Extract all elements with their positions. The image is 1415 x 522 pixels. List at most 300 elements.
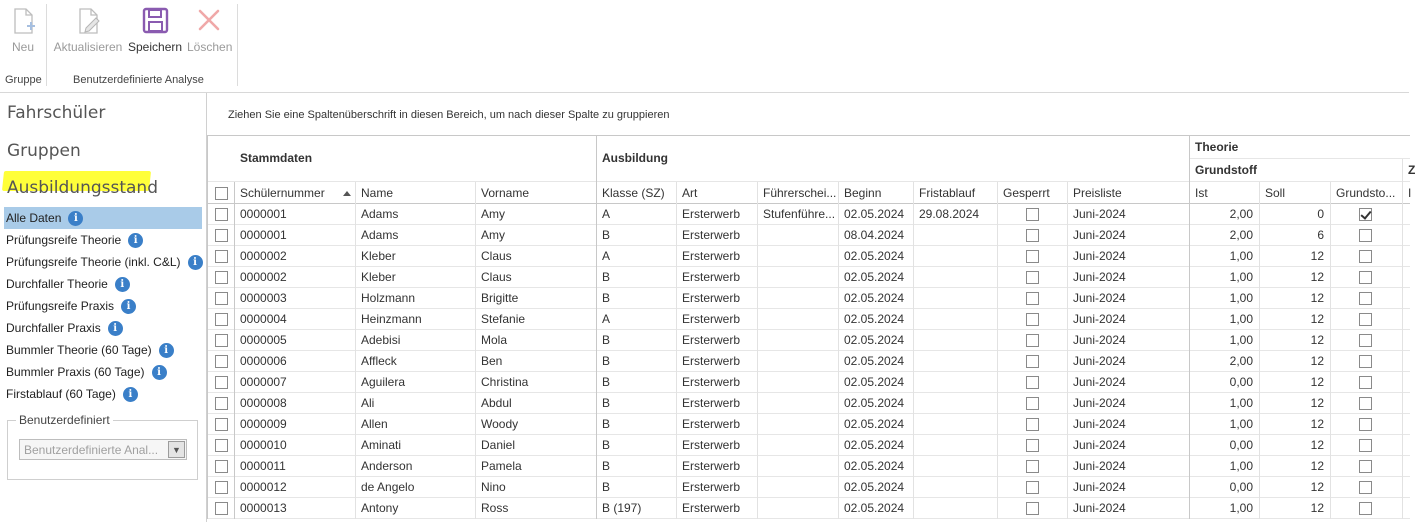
header-divider: [207, 181, 1410, 182]
new-button-label: Neu: [11, 40, 34, 54]
cell-klasse[interactable]: B: [602, 228, 611, 242]
cell-fristablauf[interactable]: [914, 288, 995, 308]
column-divider: [475, 182, 476, 519]
select-all-checkbox[interactable]: [215, 187, 228, 200]
data-grid-area: [206, 93, 1415, 522]
cell-grundstoff-checkbox[interactable]: [1359, 250, 1372, 263]
cell-art[interactable]: Ersterwerb: [682, 375, 741, 389]
column-divider: [913, 182, 914, 519]
cell-fristablauf[interactable]: [914, 225, 995, 245]
cell-gesperrt-checkbox[interactable]: [1026, 418, 1039, 431]
column-divider: [1189, 135, 1190, 519]
cell-gesperrt-checkbox[interactable]: [1026, 439, 1039, 452]
cell-schuelernummer[interactable]: 0000008: [240, 396, 287, 410]
row-select-checkbox[interactable]: [215, 229, 228, 242]
cell-art[interactable]: Ersterwerb: [682, 333, 741, 347]
row-select-checkbox[interactable]: [215, 376, 228, 389]
nav-item-pruefungsreife-theorie-cl[interactable]: [4, 251, 202, 273]
column-divider: [997, 182, 998, 519]
cell-preisliste[interactable]: Juni-2024: [1073, 228, 1126, 242]
nav-title-gruppen[interactable]: Gruppen: [7, 141, 81, 161]
cell-schuelernummer[interactable]: 0000012: [240, 480, 287, 494]
info-icon[interactable]: i: [68, 211, 83, 226]
info-icon[interactable]: i: [152, 365, 167, 380]
cell-ist[interactable]: 1,00: [1229, 396, 1253, 410]
cell-ist[interactable]: 1,00: [1229, 249, 1253, 263]
nav-item-label: Bummler Theorie (60 Tage): [6, 343, 152, 357]
update-button-label: Aktualisieren: [53, 40, 123, 54]
cell-fristablauf[interactable]: [914, 309, 995, 329]
cell-name[interactable]: Aminati: [361, 438, 402, 452]
column-header-next[interactable]: I: [1408, 186, 1412, 200]
row-select-checkbox[interactable]: [215, 418, 228, 431]
band-header-ausbildung: Ausbildung: [602, 151, 668, 165]
nav-item-bummler-theorie[interactable]: [4, 339, 202, 361]
cell-vorname[interactable]: Christina: [481, 375, 529, 389]
cell-vorname[interactable]: Abdul: [481, 396, 512, 410]
cell-klasse[interactable]: B: [602, 333, 611, 347]
column-header-schuelernummer[interactable]: Schülernummer: [240, 186, 325, 200]
info-icon[interactable]: i: [121, 299, 136, 314]
row-select-checkbox[interactable]: [215, 271, 228, 284]
cell-preisliste[interactable]: Juni-2024: [1073, 375, 1126, 389]
cell-beginn[interactable]: 02.05.2024: [844, 459, 905, 473]
cell-fuehrerschein[interactable]: [758, 225, 836, 245]
cell-klasse[interactable]: B: [602, 480, 611, 494]
cell-ist[interactable]: 2,00: [1229, 228, 1253, 242]
column-divider: [1067, 182, 1068, 519]
cell-fuehrerschein[interactable]: [758, 414, 836, 434]
cell-fuehrerschein[interactable]: [758, 246, 836, 266]
nav-item-alle-daten[interactable]: [4, 207, 202, 229]
cell-vorname[interactable]: Brigitte: [481, 291, 519, 305]
cell-ist[interactable]: 1,00: [1229, 459, 1253, 473]
band-header-next: Z: [1408, 163, 1415, 177]
cell-art[interactable]: Ersterwerb: [682, 249, 741, 263]
cell-schuelernummer[interactable]: 0000002: [240, 270, 287, 284]
column-header-ist[interactable]: Ist: [1195, 186, 1208, 200]
info-icon[interactable]: i: [115, 277, 130, 292]
cell-soll[interactable]: 12: [1310, 417, 1324, 431]
cell-preisliste[interactable]: Juni-2024: [1073, 207, 1126, 221]
info-icon[interactable]: i: [123, 387, 138, 402]
row-select-checkbox[interactable]: [215, 481, 228, 494]
cell-fuehrerschein[interactable]: [758, 372, 836, 392]
new-button[interactable]: [8, 6, 38, 54]
cell-preisliste[interactable]: Juni-2024: [1073, 438, 1126, 452]
cell-schuelernummer[interactable]: 0000001: [240, 228, 287, 242]
nav-item-label: Firstablauf (60 Tage): [6, 387, 116, 401]
column-header-gesperrt[interactable]: Gesperrt: [1003, 186, 1050, 200]
cell-beginn[interactable]: 02.05.2024: [844, 417, 905, 431]
cell-fristablauf[interactable]: [914, 414, 995, 434]
cell-gesperrt-checkbox[interactable]: [1026, 397, 1039, 410]
cell-vorname[interactable]: Pamela: [481, 459, 522, 473]
cell-beginn[interactable]: 02.05.2024: [844, 354, 905, 368]
cell-name[interactable]: Anderson: [361, 459, 413, 473]
delete-button[interactable]: [187, 6, 231, 54]
cell-beginn[interactable]: 02.05.2024: [844, 249, 905, 263]
cell-vorname[interactable]: Ross: [481, 501, 509, 515]
band-divider: [1190, 158, 1410, 159]
column-header-fuehrerschein[interactable]: Führerschei...: [763, 186, 837, 200]
cell-name[interactable]: Ali: [361, 396, 375, 410]
cell-vorname[interactable]: Mola: [481, 333, 508, 347]
save-button[interactable]: [128, 6, 182, 54]
cell-schuelernummer[interactable]: 0000007: [240, 375, 287, 389]
cell-preisliste[interactable]: Juni-2024: [1073, 312, 1126, 326]
cell-art[interactable]: Ersterwerb: [682, 438, 741, 452]
nav-item-pruefungsreife-praxis[interactable]: [4, 295, 202, 317]
nav-item-label: Bummler Praxis (60 Tage): [6, 365, 145, 379]
nav-item-label: Alle Daten: [6, 211, 62, 225]
grid-top-border: [207, 135, 1410, 136]
cell-preisliste[interactable]: Juni-2024: [1073, 459, 1126, 473]
cell-ist[interactable]: 1,00: [1229, 333, 1253, 347]
column-divider: [1259, 182, 1260, 519]
sort-ascending-icon: [343, 191, 351, 196]
group-label-analyse: Benutzerdefinierte Analyse: [73, 74, 204, 86]
cell-name[interactable]: Kleber: [361, 270, 396, 284]
cell-fuehrerschein[interactable]: [758, 456, 836, 476]
cell-gesperrt-checkbox[interactable]: [1026, 271, 1039, 284]
save-button-label: Speichern: [128, 40, 183, 54]
cell-vorname[interactable]: Amy: [481, 228, 505, 242]
info-icon[interactable]: i: [188, 255, 203, 270]
cell-fuehrerschein[interactable]: [758, 498, 836, 518]
cell-gesperrt-checkbox[interactable]: [1026, 502, 1039, 515]
cell-schuelernummer[interactable]: 0000010: [240, 438, 287, 452]
cell-klasse[interactable]: B: [602, 270, 611, 284]
cell-vorname[interactable]: Claus: [481, 270, 512, 284]
cell-gesperrt-checkbox[interactable]: [1026, 481, 1039, 494]
cell-beginn[interactable]: 02.05.2024: [844, 480, 905, 494]
cell-klasse[interactable]: B: [602, 375, 611, 389]
cell-art[interactable]: Ersterwerb: [682, 501, 741, 515]
cell-fristablauf[interactable]: [914, 477, 995, 497]
cell-ist[interactable]: 0,00: [1229, 375, 1253, 389]
cell-fristablauf[interactable]: [914, 267, 995, 287]
column-header-klasse[interactable]: Klasse (SZ): [602, 186, 665, 200]
cell-art[interactable]: Ersterwerb: [682, 354, 741, 368]
cell-schuelernummer[interactable]: 0000002: [240, 249, 287, 263]
cell-fristablauf[interactable]: [914, 330, 995, 350]
cell-fuehrerschein[interactable]: [758, 288, 836, 308]
save-icon: [141, 6, 169, 36]
cell-beginn[interactable]: 02.05.2024: [844, 375, 905, 389]
row-select-checkbox[interactable]: [215, 292, 228, 305]
cell-art[interactable]: Ersterwerb: [682, 270, 741, 284]
cell-grundstoff-checkbox[interactable]: [1359, 208, 1372, 221]
cell-gesperrt-checkbox[interactable]: [1026, 229, 1039, 242]
cell-klasse[interactable]: A: [602, 249, 611, 263]
cell-fristablauf[interactable]: [914, 435, 995, 455]
cell-schuelernummer[interactable]: 0000004: [240, 312, 287, 326]
cell-schuelernummer[interactable]: 0000011: [240, 459, 286, 473]
cell-soll[interactable]: 12: [1310, 249, 1324, 263]
cell-grundstoff-checkbox[interactable]: [1359, 376, 1372, 389]
nav-item-label: Prüfungsreife Theorie: [6, 233, 122, 247]
cell-vorname[interactable]: Claus: [481, 249, 512, 263]
cell-vorname[interactable]: Woody: [481, 417, 519, 431]
cell-soll[interactable]: 12: [1310, 291, 1324, 305]
cell-klasse[interactable]: B: [602, 354, 611, 368]
cell-gesperrt-checkbox[interactable]: [1026, 250, 1039, 263]
column-header-soll[interactable]: Soll: [1265, 186, 1286, 200]
row-divider: [207, 518, 1410, 519]
cell-fristablauf[interactable]: [914, 372, 995, 392]
cell-beginn[interactable]: 08.04.2024: [844, 228, 905, 242]
left-navigation: [0, 93, 206, 522]
cell-klasse[interactable]: B: [602, 438, 611, 452]
cell-soll[interactable]: 12: [1310, 501, 1324, 515]
cell-vorname[interactable]: Daniel: [481, 438, 516, 452]
cell-fristablauf[interactable]: 29.08.2024: [919, 207, 980, 221]
cell-name[interactable]: Adams: [361, 207, 399, 221]
nav-item-label: Durchfaller Theorie: [6, 277, 108, 291]
cell-ist[interactable]: 1,00: [1229, 417, 1253, 431]
column-divider: [234, 182, 235, 519]
nav-item-label: Prüfungsreife Praxis: [6, 299, 115, 313]
cell-grundstoff-checkbox[interactable]: [1359, 439, 1372, 452]
cell-preisliste[interactable]: Juni-2024: [1073, 249, 1126, 263]
column-divider: [676, 182, 677, 519]
nav-item-label: Durchfaller Praxis: [6, 321, 101, 335]
cell-ist[interactable]: 0,00: [1229, 438, 1253, 452]
cell-soll[interactable]: 12: [1310, 270, 1324, 284]
cell-name[interactable]: Kleber: [361, 249, 396, 263]
cell-klasse[interactable]: B: [602, 291, 611, 305]
cell-ist[interactable]: 2,00: [1229, 354, 1253, 368]
cell-fristablauf[interactable]: [914, 498, 995, 518]
cell-gesperrt-checkbox[interactable]: [1026, 355, 1039, 368]
column-header-name[interactable]: Name: [361, 186, 394, 200]
cell-gesperrt-checkbox[interactable]: [1026, 460, 1039, 473]
custom-analysis-group: [7, 413, 198, 480]
nav-item-durchfaller-praxis[interactable]: [4, 317, 202, 339]
cell-soll[interactable]: 12: [1310, 375, 1324, 389]
cell-name[interactable]: Adams: [361, 228, 399, 242]
cell-schuelernummer[interactable]: 0000003: [240, 291, 287, 305]
cell-fuehrerschein[interactable]: [758, 393, 836, 413]
cell-grundstoff-checkbox[interactable]: [1359, 355, 1372, 368]
cell-beginn[interactable]: 02.05.2024: [844, 207, 905, 221]
cell-preisliste[interactable]: Juni-2024: [1073, 291, 1126, 305]
cell-fuehrerschein[interactable]: [758, 435, 836, 455]
cell-beginn[interactable]: 02.05.2024: [844, 396, 905, 410]
cell-art[interactable]: Ersterwerb: [682, 459, 741, 473]
cell-klasse[interactable]: B: [602, 396, 611, 410]
cell-schuelernummer[interactable]: 0000009: [240, 417, 287, 431]
cell-soll[interactable]: 12: [1310, 438, 1324, 452]
cell-preisliste[interactable]: Juni-2024: [1073, 501, 1126, 515]
cell-soll[interactable]: 12: [1310, 333, 1324, 347]
column-header-grundstoff[interactable]: Grundsto...: [1336, 186, 1396, 200]
column-header-beginn[interactable]: Beginn: [844, 186, 882, 200]
cell-art[interactable]: Ersterwerb: [682, 480, 741, 494]
cell-name[interactable]: Allen: [361, 417, 388, 431]
cell-grundstoff-checkbox[interactable]: [1359, 334, 1372, 347]
cell-vorname[interactable]: Ben: [481, 354, 503, 368]
nav-title-ausbildungsstand[interactable]: Ausbildungsstand: [7, 178, 158, 198]
cell-fuehrerschein[interactable]: [758, 309, 836, 329]
cell-preisliste[interactable]: Juni-2024: [1073, 333, 1126, 347]
cell-fuehrerschein[interactable]: [758, 330, 836, 350]
cell-grundstoff-checkbox[interactable]: [1359, 502, 1372, 515]
cell-grundstoff-checkbox[interactable]: [1359, 292, 1372, 305]
nav-item-firstablauf[interactable]: [4, 383, 202, 405]
grid-left-border: [207, 135, 208, 519]
cell-fristablauf[interactable]: [914, 351, 995, 371]
ribbon-toolbar: [0, 0, 1409, 93]
nav-item-bummler-praxis[interactable]: [4, 361, 202, 383]
cell-fristablauf[interactable]: [914, 456, 995, 476]
custom-analysis-select[interactable]: [19, 439, 187, 460]
cell-schuelernummer[interactable]: 0000001: [240, 207, 287, 221]
column-header-art[interactable]: Art: [682, 186, 698, 200]
cell-schuelernummer[interactable]: 0000006: [240, 354, 287, 368]
info-icon[interactable]: i: [108, 321, 123, 336]
cell-name[interactable]: Holzmann: [361, 291, 416, 305]
cell-vorname[interactable]: Stefanie: [481, 312, 526, 326]
cell-ist[interactable]: 1,00: [1229, 291, 1253, 305]
cell-soll[interactable]: 12: [1310, 312, 1324, 326]
nav-item-label: Prüfungsreife Theorie (inkl. C&L): [6, 255, 181, 269]
row-select-checkbox[interactable]: [215, 313, 228, 326]
cell-art[interactable]: Ersterwerb: [682, 291, 741, 305]
column-header-preisliste[interactable]: Preisliste: [1073, 186, 1122, 200]
cell-beginn[interactable]: 02.05.2024: [844, 312, 905, 326]
cell-beginn[interactable]: 02.05.2024: [844, 270, 905, 284]
cell-ist[interactable]: 0,00: [1229, 480, 1253, 494]
cell-soll[interactable]: 12: [1310, 396, 1324, 410]
cell-preisliste[interactable]: Juni-2024: [1073, 480, 1126, 494]
cell-art[interactable]: Ersterwerb: [682, 207, 741, 221]
cell-name[interactable]: de Angelo: [361, 480, 415, 494]
chevron-down-icon[interactable]: ▼: [168, 441, 185, 458]
row-select-checkbox[interactable]: [215, 334, 228, 347]
cell-grundstoff-checkbox[interactable]: [1359, 460, 1372, 473]
nav-item-pruefungsreife-theorie[interactable]: [4, 229, 202, 251]
cell-ist[interactable]: 1,00: [1229, 270, 1253, 284]
cell-ist[interactable]: 2,00: [1229, 207, 1253, 221]
delete-icon: [195, 6, 223, 36]
ribbon-separator: [237, 4, 238, 86]
nav-title-fahrschueler[interactable]: Fahrschüler: [7, 103, 106, 123]
column-divider: [1402, 159, 1403, 519]
group-drop-panel[interactable]: Ziehen Sie eine Spaltenüberschrift in diesen Bereich, um nach dieser Spalte zu gruppieren: [228, 109, 670, 121]
analysis-list: [4, 207, 202, 405]
cell-gesperrt-checkbox[interactable]: [1026, 313, 1039, 326]
row-select-checkbox[interactable]: [215, 355, 228, 368]
cell-soll[interactable]: 0: [1317, 207, 1324, 221]
cell-fuehrerschein[interactable]: [758, 351, 836, 371]
cell-art[interactable]: Ersterwerb: [682, 228, 741, 242]
cell-beginn[interactable]: 02.05.2024: [844, 291, 905, 305]
cell-fuehrerschein[interactable]: [758, 267, 836, 287]
column-header-vorname[interactable]: Vorname: [481, 186, 530, 200]
custom-analysis-select-value: Benutzerdefinierte Anal...: [24, 443, 159, 457]
cell-schuelernummer[interactable]: 0000005: [240, 333, 287, 347]
cell-grundstoff-checkbox[interactable]: [1359, 418, 1372, 431]
group-label-gruppe: Gruppe: [5, 74, 42, 86]
update-button[interactable]: [53, 6, 123, 54]
info-icon[interactable]: i: [159, 343, 174, 358]
row-select-checkbox[interactable]: [215, 250, 228, 263]
cell-preisliste[interactable]: Juni-2024: [1073, 354, 1126, 368]
cell-art[interactable]: Ersterwerb: [682, 417, 741, 431]
cell-name[interactable]: Affleck: [361, 354, 397, 368]
delete-button-label: Löschen: [187, 40, 233, 54]
ribbon-separator: [46, 4, 47, 86]
cell-fuehrerschein[interactable]: Stufenführe...: [763, 207, 836, 221]
column-divider: [596, 135, 597, 519]
row-select-checkbox[interactable]: [215, 460, 228, 473]
cell-ist[interactable]: 1,00: [1229, 312, 1253, 326]
cell-preisliste[interactable]: Juni-2024: [1073, 270, 1126, 284]
cell-klasse[interactable]: A: [602, 207, 611, 221]
cell-grundstoff-checkbox[interactable]: [1359, 397, 1372, 410]
cell-klasse[interactable]: A: [602, 312, 611, 326]
cell-grundstoff-checkbox[interactable]: [1359, 313, 1372, 326]
new-document-icon: [9, 6, 37, 36]
row-select-checkbox[interactable]: [215, 208, 228, 221]
cell-ist[interactable]: 1,00: [1229, 501, 1253, 515]
row-select-checkbox[interactable]: [215, 502, 228, 515]
cell-art[interactable]: Ersterwerb: [682, 312, 741, 326]
cell-gesperrt-checkbox[interactable]: [1026, 208, 1039, 221]
cell-soll[interactable]: 12: [1310, 459, 1324, 473]
cell-vorname[interactable]: Nino: [481, 480, 506, 494]
cell-klasse[interactable]: B: [602, 459, 611, 473]
cell-name[interactable]: Heinzmann: [361, 312, 422, 326]
cell-fristablauf[interactable]: [914, 246, 995, 266]
cell-grundstoff-checkbox[interactable]: [1359, 481, 1372, 494]
column-divider: [355, 182, 356, 519]
cell-name[interactable]: Antony: [361, 501, 399, 515]
cell-soll[interactable]: 12: [1310, 480, 1324, 494]
cell-gesperrt-checkbox[interactable]: [1026, 292, 1039, 305]
cell-fristablauf[interactable]: [914, 393, 995, 413]
cell-schuelernummer[interactable]: 0000013: [240, 501, 287, 515]
cell-grundstoff-checkbox[interactable]: [1359, 271, 1372, 284]
cell-fuehrerschein[interactable]: [758, 477, 836, 497]
cell-soll[interactable]: 6: [1317, 228, 1324, 242]
cell-vorname[interactable]: Amy: [481, 207, 505, 221]
row-select-checkbox[interactable]: [215, 439, 228, 452]
info-icon[interactable]: i: [128, 233, 143, 248]
cell-gesperrt-checkbox[interactable]: [1026, 376, 1039, 389]
column-header-fristablauf[interactable]: Fristablauf: [919, 186, 976, 200]
cell-klasse[interactable]: B: [602, 417, 611, 431]
cell-name[interactable]: Adebisi: [361, 333, 401, 347]
band-header-grundstoff: Grundstoff: [1195, 163, 1257, 177]
band-header-theorie: Theorie: [1195, 140, 1239, 154]
cell-beginn[interactable]: 02.05.2024: [844, 333, 905, 347]
cell-beginn[interactable]: 02.05.2024: [844, 501, 905, 515]
cell-preisliste[interactable]: Juni-2024: [1073, 417, 1126, 431]
cell-beginn[interactable]: 02.05.2024: [844, 438, 905, 452]
cell-gesperrt-checkbox[interactable]: [1026, 334, 1039, 347]
nav-item-durchfaller-theorie[interactable]: [4, 273, 202, 295]
cell-preisliste[interactable]: Juni-2024: [1073, 396, 1126, 410]
cell-art[interactable]: Ersterwerb: [682, 396, 741, 410]
cell-klasse[interactable]: B (197): [602, 501, 642, 515]
row-select-checkbox[interactable]: [215, 397, 228, 410]
cell-name[interactable]: Aguilera: [361, 375, 406, 389]
cell-grundstoff-checkbox[interactable]: [1359, 229, 1372, 242]
cell-soll[interactable]: 12: [1310, 354, 1324, 368]
